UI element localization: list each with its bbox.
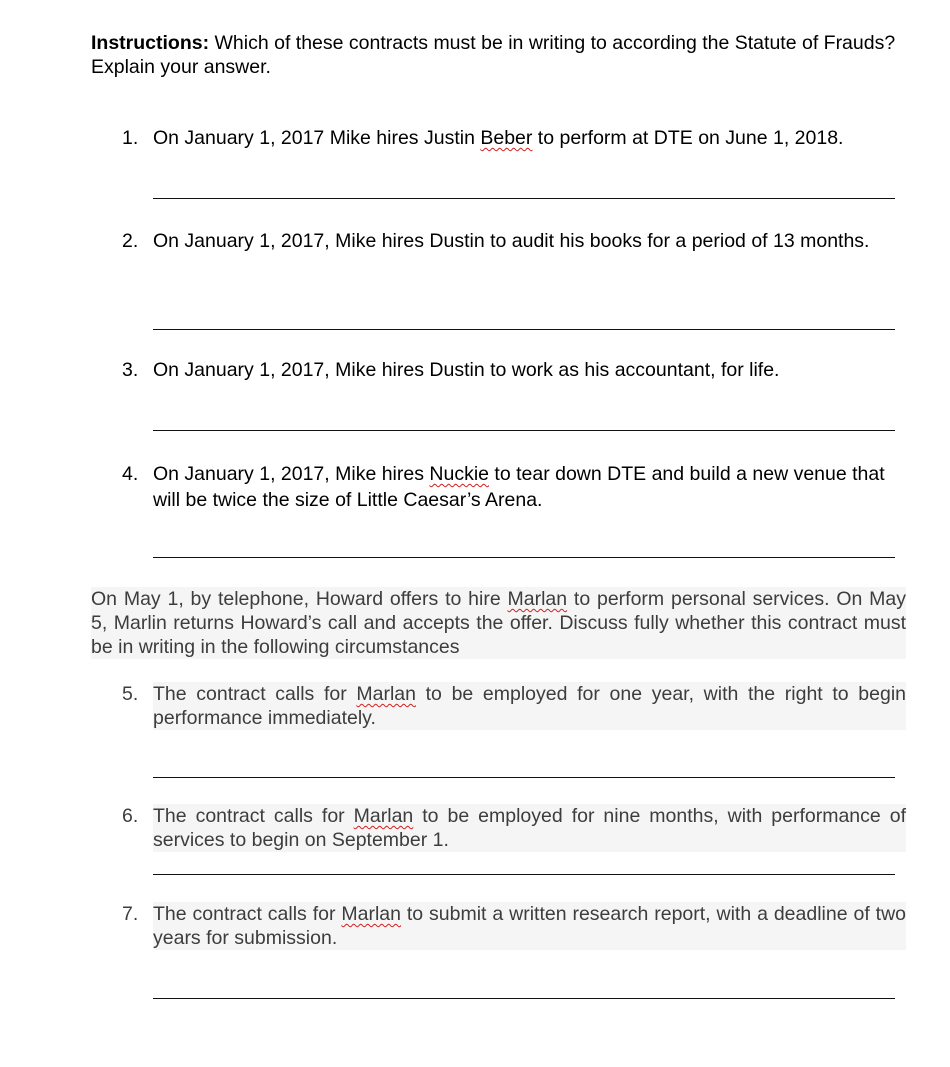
question-1 <box>122 125 906 151</box>
spellcheck-flag[interactable]: Marlan <box>507 588 568 610</box>
instructions-text: Which of these contracts must be in writing to according the Statute of Frauds? Explain your answer. <box>91 32 896 78</box>
question-text: The contract calls for <box>153 683 357 705</box>
question-text: On January 1, 2017, Mike hires <box>153 463 430 485</box>
question-text: On January 1, 2017 Mike hires Justin <box>153 127 481 149</box>
question-text: On January 1, 2017, Mike hires Dustin to audit his books for a period of 13 months. <box>153 230 870 252</box>
question-text: to be employed for nine months, with performance of services to begin on September 1. <box>153 805 906 851</box>
answer-line-6[interactable] <box>153 874 895 875</box>
question-3 <box>122 357 906 383</box>
answer-line-1[interactable] <box>153 198 895 199</box>
answer-line-7[interactable] <box>153 998 895 999</box>
answer-line-4[interactable] <box>153 557 895 558</box>
question-text: The contract calls for <box>153 805 354 827</box>
spellcheck-flag[interactable]: Marlan <box>353 805 414 827</box>
question-number: 3. <box>122 359 139 381</box>
question-text: to tear down DTE and build a new venue that will be twice the size of Little Caesar’s Arena. <box>153 463 885 511</box>
spellcheck-flag[interactable]: Marlan <box>341 903 401 925</box>
question-6 <box>122 804 906 852</box>
question-number: 6. <box>122 805 139 827</box>
question-text: The contract calls for <box>153 903 342 925</box>
question-5 <box>122 682 906 730</box>
spellcheck-flag[interactable]: Nuckie <box>429 463 489 485</box>
spellcheck-flag[interactable]: Marlan <box>356 683 416 705</box>
answer-line-3[interactable] <box>153 430 895 431</box>
instructions <box>91 31 906 79</box>
scenario-text: to perform personal services. On May 5, Marlin returns Howard’s call and accepts the offer. Discuss fully whether this contract must be in writing in the following circumstances <box>91 588 906 658</box>
spellcheck-flag[interactable]: Beber <box>480 127 533 149</box>
question-number: 1. <box>122 127 139 149</box>
question-text: to submit a written research report, with a deadline of two years for submission. <box>153 903 906 949</box>
question-number: 2. <box>122 230 139 252</box>
answer-line-2[interactable] <box>153 329 895 330</box>
question-number: 5. <box>122 683 139 705</box>
question-2 <box>122 228 906 254</box>
question-number: 4. <box>122 463 139 485</box>
instructions-label: Instructions: <box>91 32 210 54</box>
question-text: On January 1, 2017, Mike hires Dustin to work as his accountant, for life. <box>153 359 780 381</box>
question-4 <box>122 461 906 513</box>
answer-line-5[interactable] <box>153 777 895 778</box>
question-7 <box>122 902 906 950</box>
question-text: to perform at DTE on June 1, 2018. <box>532 127 844 149</box>
scenario-text: On May 1, by telephone, Howard offers to hire <box>91 588 508 610</box>
question-text: to be employed for one year, with the right to begin performance immediately. <box>153 683 907 729</box>
scenario-paragraph <box>91 587 906 659</box>
question-number: 7. <box>122 903 139 925</box>
